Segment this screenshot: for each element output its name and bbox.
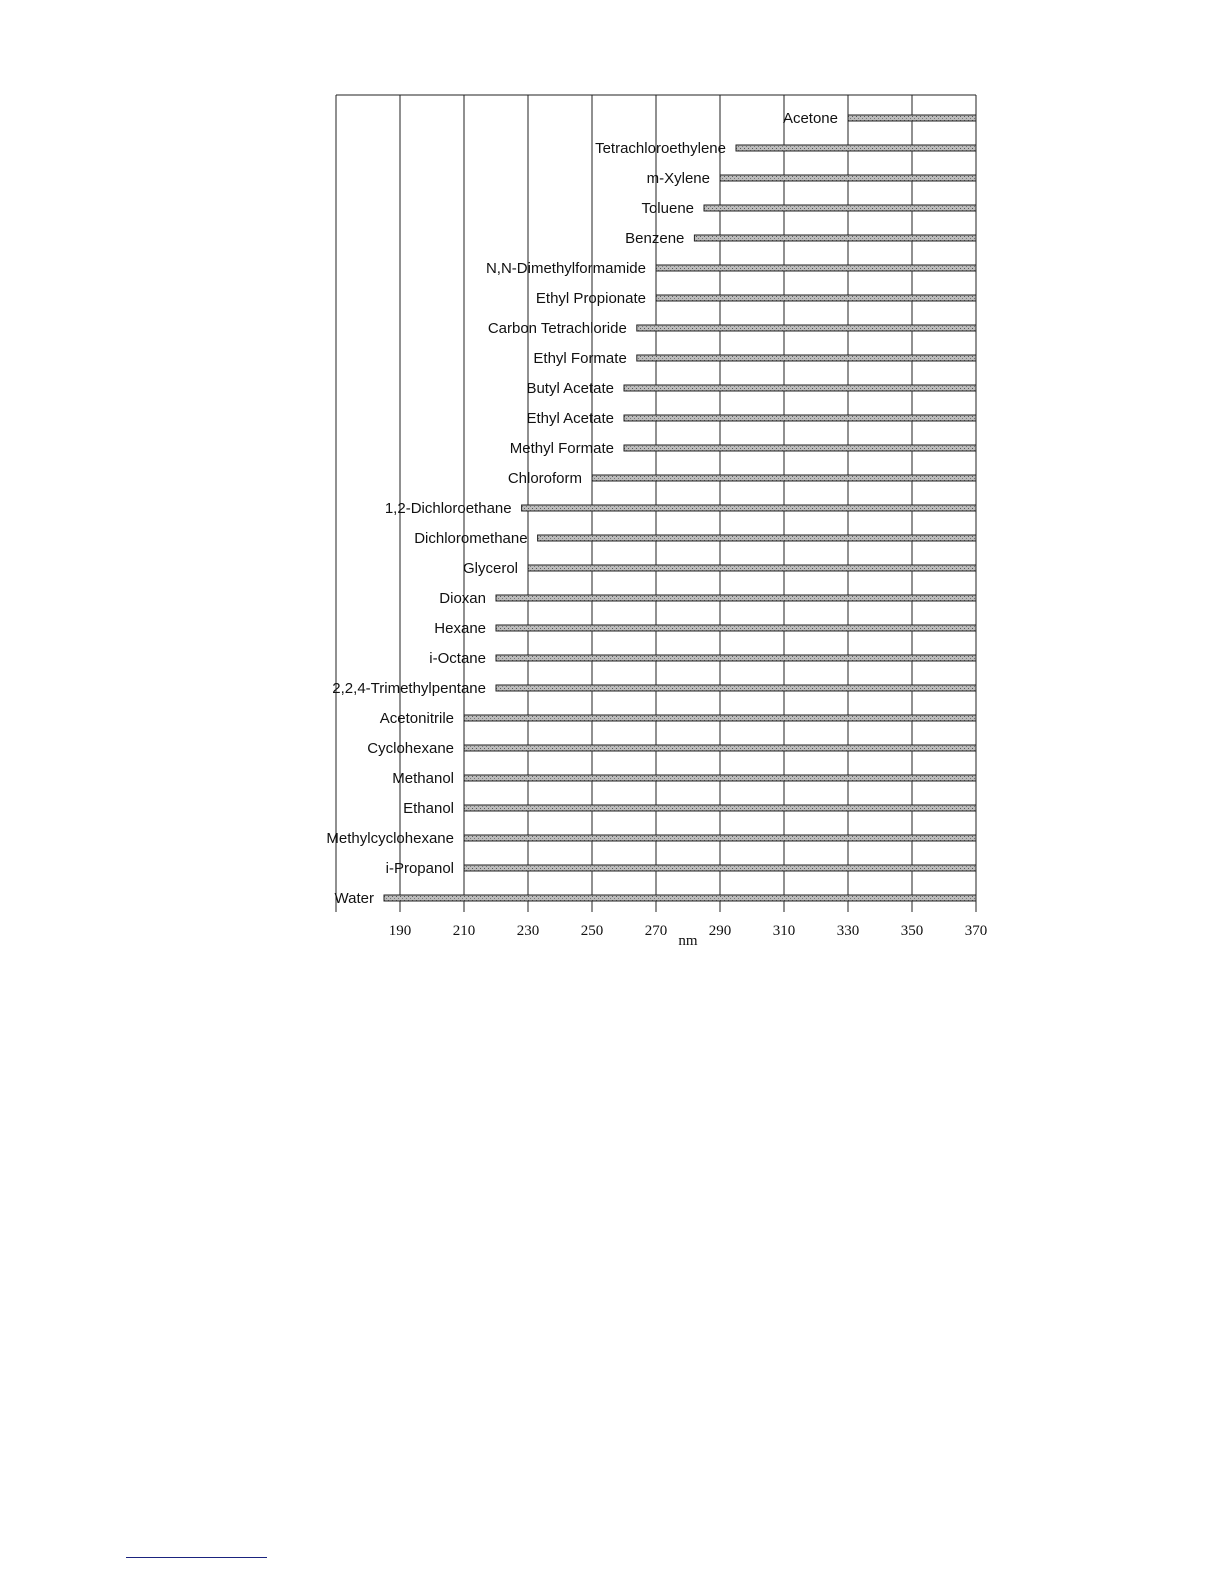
bar-4 [694,235,976,241]
solvent-label-2: m-Xylene [646,170,710,187]
bar-8 [637,355,976,361]
x-tick-label-290: 290 [708,923,732,939]
bar-0 [848,115,976,121]
x-tick-label-370: 370 [964,923,988,939]
solvent-label-12: Chloroform [507,470,582,487]
x-tick-label-190: 190 [388,923,412,939]
solvent-label-22: Methanol [392,770,454,787]
bar-13 [522,505,976,511]
x-tick-label-250: 250 [580,923,604,939]
bar-1 [736,145,976,151]
solvent-label-9: Butyl Acetate [526,380,614,397]
bar-11 [624,445,976,451]
x-tick-label-210: 210 [452,923,476,939]
bar-16 [496,595,976,601]
solvent-label-23: Ethanol [403,800,454,817]
solvent-label-14: Dichloromethane [414,530,528,547]
x-tick-label-330: 330 [836,923,860,939]
solvent-label-1: Tetrachloroethylene [595,140,726,157]
x-tick-label-230: 230 [516,923,540,939]
bar-18 [496,655,976,661]
bar-2 [720,175,976,181]
bar-5 [656,265,976,271]
x-tick-label-350: 350 [900,923,924,939]
bar-22 [464,775,976,781]
bar-7 [637,325,976,331]
solvent-label-19: 2,2,4-Trimethylpentane [332,680,486,697]
solvent-label-4: Benzene [625,230,685,247]
bar-19 [496,685,976,691]
solvent-label-16: Dioxan [439,590,486,607]
solvent-label-7: Carbon Tetrachloride [487,320,627,337]
solvent-label-10: Ethyl Acetate [526,410,614,427]
solvent-label-20: Acetonitrile [379,710,454,727]
solvent-label-11: Methyl Formate [509,440,614,457]
bar-14 [538,535,976,541]
solvent-label-8: Ethyl Formate [533,350,627,367]
bar-6 [656,295,976,301]
solvent-label-15: Glycerol [462,560,518,577]
bar-21 [464,745,976,751]
bar-25 [464,865,976,871]
solvent-label-6: Ethyl Propionate [535,290,646,307]
x-tick-label-310: 310 [772,923,796,939]
solvent-label-25: i-Propanol [385,860,454,877]
bar-10 [624,415,976,421]
solvent-label-24: Methylcyclohexane [326,830,454,847]
bar-15 [528,565,976,571]
bar-24 [464,835,976,841]
bar-23 [464,805,976,811]
footnote-rule [126,1557,267,1558]
x-axis-label: nm [678,933,698,949]
solvent-label-0: Acetone [782,110,838,127]
bar-3 [704,205,976,211]
bar-20 [464,715,976,721]
solvent-label-17: Hexane [434,620,486,637]
solvent-label-13: 1,2-Dichloroethane [384,500,512,517]
bar-26 [384,895,976,901]
bar-17 [496,625,976,631]
x-tick-label-270: 270 [644,923,668,939]
solvent-label-5: N,N-Dimethylformamide [485,260,646,277]
solvent-label-18: i-Octane [429,650,486,667]
solvent-label-21: Cyclohexane [367,740,454,757]
solvent-label-26: Water [334,890,374,907]
solvent-label-3: Toluene [641,200,694,217]
bar-12 [592,475,976,481]
bar-9 [624,385,976,391]
